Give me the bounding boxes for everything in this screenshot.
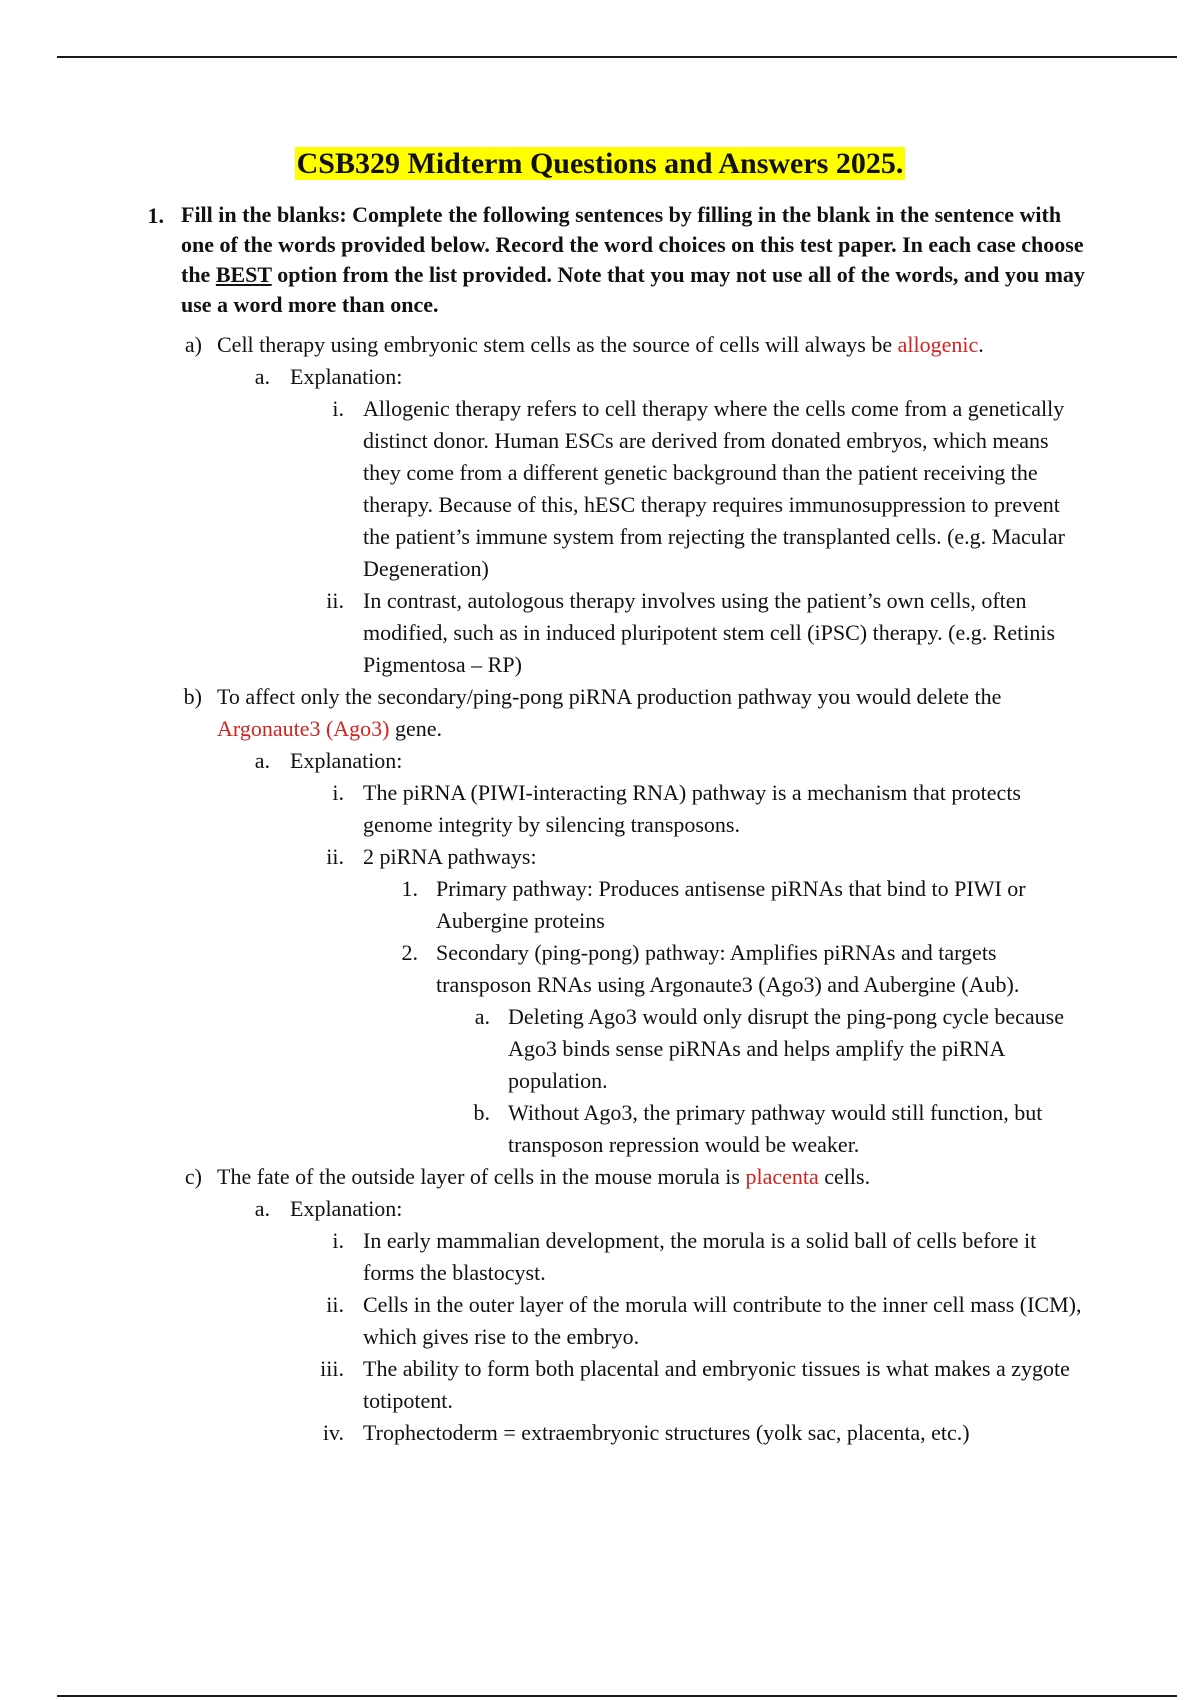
question-number: 1. [147, 203, 164, 228]
part-b-explanation-label: a. [254, 748, 270, 773]
footer-rule [57, 1695, 1177, 1697]
part-a-point-text: In contrast, autologous therapy involves using the patient’s own cells, often modified, such as in induced pluripotent stem cell (iPSC) therapy. (e.g. Retinis Pigmentosa – RP) [363, 588, 1056, 677]
part-a-explanation-label: a. [254, 364, 270, 389]
part-a-point-label: ii. [326, 588, 344, 613]
part-c-point-text: Trophectoderm = extraembryonic structures (yolk sac, placenta, etc.) [363, 1420, 970, 1445]
part-c-point-label: iii. [320, 1356, 344, 1381]
prompt-emphasis: BEST [215, 262, 272, 287]
subpoint-label: b. [473, 1100, 490, 1125]
part-c-label: c) [184, 1164, 202, 1189]
answer-a: allogenic [897, 332, 979, 357]
subpoint-label: a. [474, 1004, 490, 1029]
part-c-explanation-label: a. [254, 1196, 270, 1221]
part-c-point-label: iv. [322, 1420, 344, 1445]
part-b-label: b) [183, 684, 202, 709]
answer-c: placenta [745, 1164, 819, 1189]
part-c-point-label: ii. [326, 1292, 344, 1317]
pathway-label: 1. [401, 876, 418, 901]
subpoint-text: Without Ago3, the primary pathway would still function, but transposon repression would be weaker. [508, 1100, 1043, 1157]
part-c-point-text: The ability to form both placental and embryonic tissues is what makes a zygote totipotent. [363, 1356, 1070, 1413]
title-highlight: CSB329 Midterm Questions and Answers 2025. [296, 147, 904, 180]
part-b-point-text: 2 piRNA pathways: [363, 844, 537, 869]
part-a-sentence: Cell therapy using embryonic stem cells as the source of cells will always be allogenic. [217, 332, 984, 357]
question-prompt: Fill in the blanks: Complete the following sentences by filling in the blank in the sentence with one of the words provided below. Record the word choices on this test paper. In each case choose the BEST option from the list provided. Note that you may not use all of the words, and you may use a word more than once. [181, 202, 1085, 317]
subpoint-text: Deleting Ago3 would only disrupt the ping-pong cycle because Ago3 binds sense piRNAs and helps amplify the piRNA population. [508, 1004, 1064, 1093]
part-c-point-text: In early mammalian development, the morula is a solid ball of cells before it forms the blastocyst. [363, 1228, 1037, 1285]
pathway-label: 2. [401, 940, 418, 965]
header-rule [57, 56, 1177, 58]
part-a-label: a) [184, 332, 202, 357]
part-a-point-label: i. [332, 396, 344, 421]
part-b-point-label: ii. [326, 844, 344, 869]
part-c-point-label: i. [332, 1228, 344, 1253]
part-b-point-label: i. [332, 780, 344, 805]
pathway-text: Secondary (ping-pong) pathway: Amplifies piRNAs and targets transposon RNAs using Argonaute3 (Ago3) and Aubergine (Aub). [436, 940, 1020, 997]
part-c-explanation-heading: Explanation: [290, 1196, 403, 1221]
pathway-text: Primary pathway: Produces antisense piRNAs that bind to PIWI or Aubergine proteins [436, 876, 1026, 933]
part-b-sentence: To affect only the secondary/ping-pong piRNA production pathway you would delete the Argonaute3 (Ago3) gene. [217, 684, 1002, 741]
page-title [0, 144, 1200, 184]
part-c-sentence: The fate of the outside layer of cells in the mouse morula is placenta cells. [217, 1164, 871, 1189]
part-b-point-text: The piRNA (PIWI-interacting RNA) pathway is a mechanism that protects genome integrity by silencing transposons. [363, 780, 1021, 837]
part-b-explanation-heading: Explanation: [290, 748, 403, 773]
part-a-point-text: Allogenic therapy refers to cell therapy where the cells come from a genetically distinct donor. Human ESCs are derived from donated embryos, which means they come from a different genetic background than the patient receiving the therapy. Because of this, hESC therapy requires immunosuppression to prevent the patient’s immune system from rejecting the transplanted cells. (e.g. Macular Degeneration) [363, 396, 1065, 581]
answer-b: Argonaute3 (Ago3) [217, 716, 390, 741]
part-c-point-text: Cells in the outer layer of the morula will contribute to the inner cell mass (ICM), which gives rise to the embryo. [363, 1292, 1082, 1349]
part-a-explanation-heading: Explanation: [290, 364, 403, 389]
